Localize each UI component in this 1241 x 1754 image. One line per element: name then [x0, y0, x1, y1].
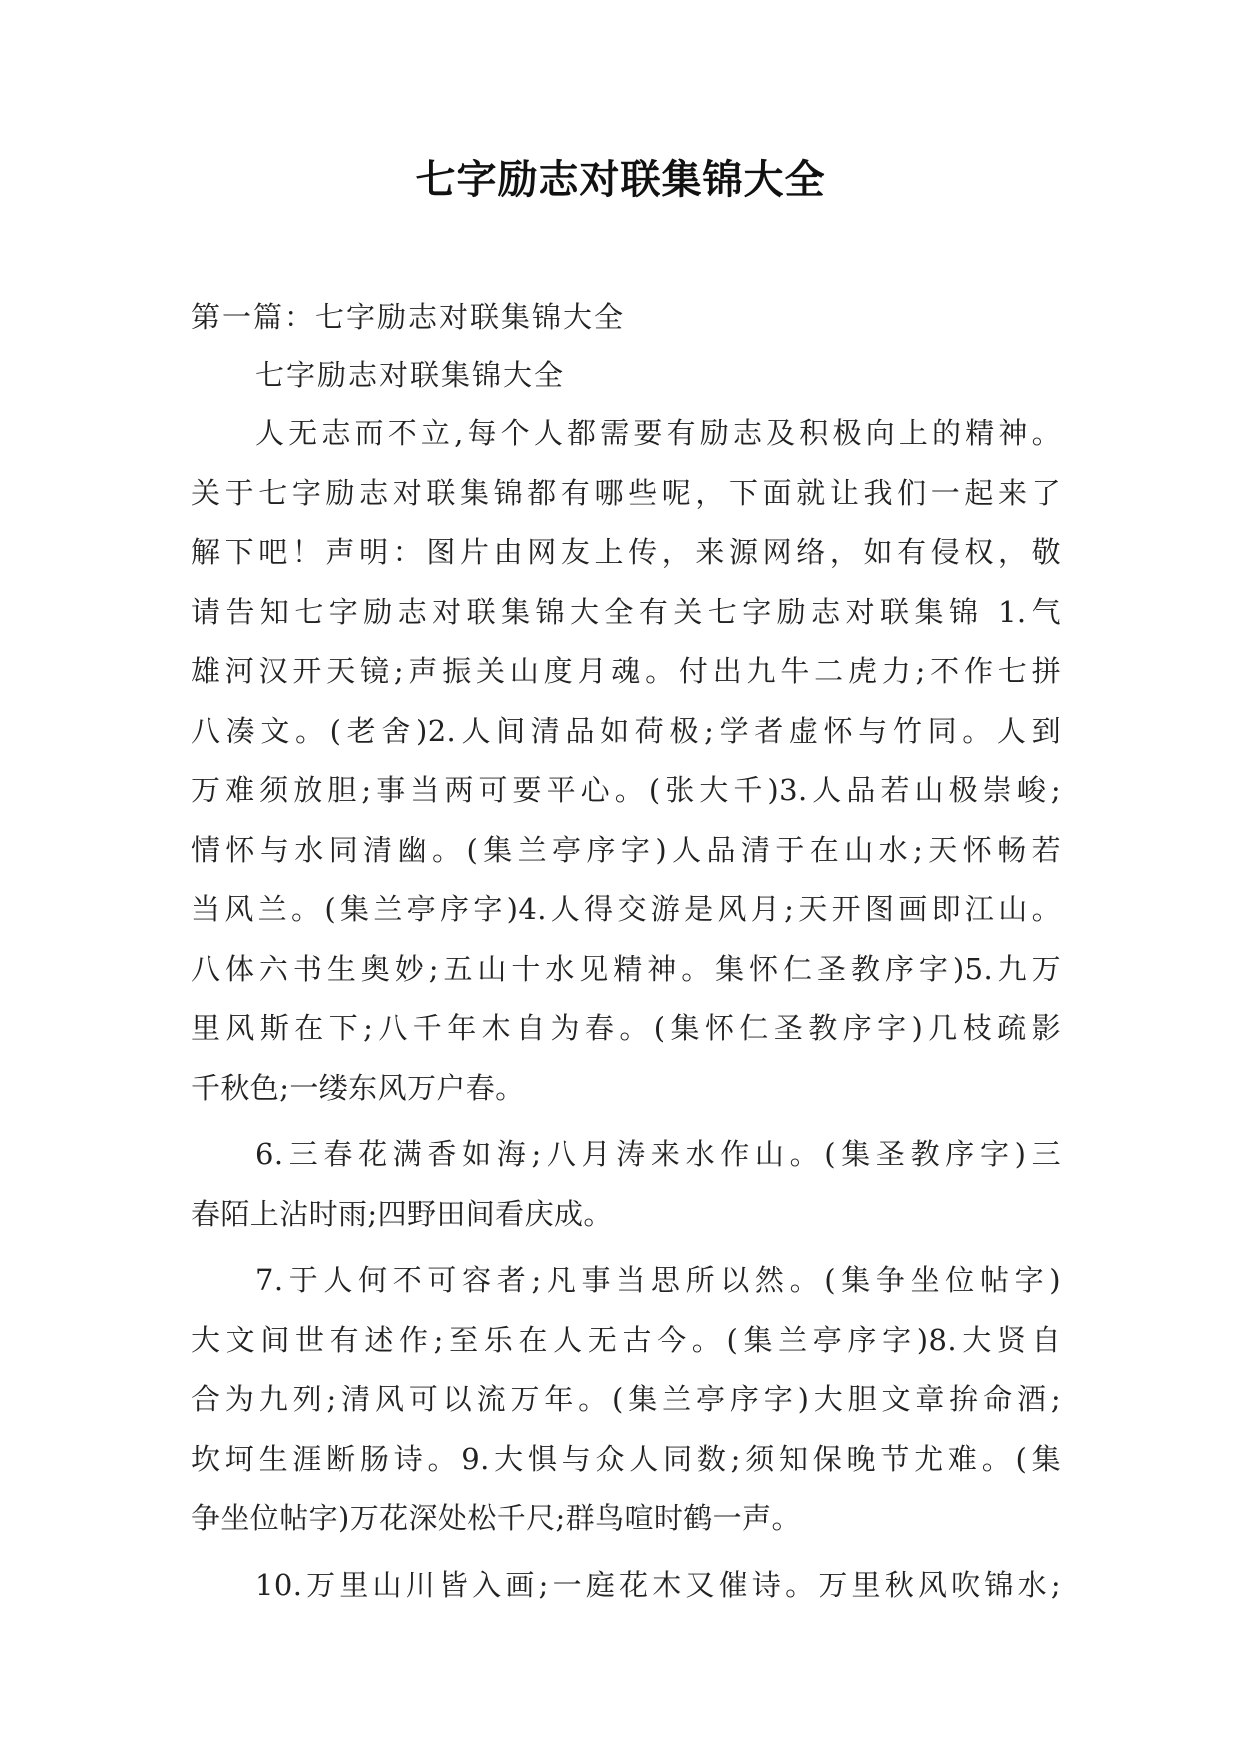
section-subtitle: 七字励志对联集锦大全	[255, 358, 566, 392]
text-line: 情怀与水同清幽。(集兰亭序字)人品清于在山水;天怀畅若	[191, 832, 1061, 867]
text-line: 6.三春花满香如海;八月涛来水作山。(集圣教序字)三	[255, 1137, 1061, 1171]
text-line: 关于七字励志对联集锦都有哪些呢，下面就让我们一起来了	[191, 475, 1061, 510]
text-line: 八体六书生奥妙;五山十水见精神。集怀仁圣教序字)5.九万	[191, 951, 1061, 986]
text-line: 大文间世有述作;至乐在人无古今。(集兰亭序字)8.大贤自	[191, 1322, 1061, 1357]
text-line: 雄河汉开天镜;声振关山度月魂。付出九牛二虎力;不作七拼	[191, 654, 1061, 688]
text-line: 人无志而不立,每个人都需要有励志及积极向上的精神。	[255, 416, 1061, 450]
text-line: 八凑文。(老舍)2.人间清品如荷极;学者虚怀与竹同。人到	[191, 713, 1061, 748]
text-line: 解下吧！声明：图片由网友上传，来源网络，如有侵权，敬	[191, 535, 1061, 569]
text-line: 争坐位帖字)万花深处松千尺;群鸟喧时鹤一声。	[191, 1501, 801, 1535]
text-line: 10.万里山川皆入画;一庭花木又催诗。万里秋风吹锦水;	[255, 1567, 1061, 1602]
text-line: 坎坷生涯断肠诗。9.大惧与众人同数;须知保晚节尤难。(集	[191, 1441, 1061, 1476]
paragraph-2	[191, 1125, 1061, 1244]
text-line: 里风斯在下;八千年木自为春。(集怀仁圣教序字)几枝疏影	[191, 1011, 1061, 1045]
paragraph-1	[191, 404, 1061, 1118]
paragraph-4	[191, 1556, 1061, 1616]
text-line: 请告知七字励志对联集锦大全有关七字励志对联集锦 1.气	[191, 594, 1061, 629]
text-line: 当风兰。(集兰亭序字)4.人得交游是风月;天开图画即江山。	[191, 892, 1061, 926]
document-title: 七字励志对联集锦大全	[415, 157, 826, 203]
document-body	[191, 288, 1061, 1615]
text-line: 春陌上沾时雨;四野田间看庆成。	[191, 1196, 613, 1231]
text-line: 合为九列;清风可以流万年。(集兰亭序字)大胆文章拚命酒;	[191, 1382, 1061, 1416]
text-line: 7.于人何不可容者;凡事当思所以然。(集争坐位帖字)	[255, 1263, 1061, 1297]
text-line: 千秋色;一缕东风万户春。	[191, 1070, 525, 1105]
section-heading: 第一篇：七字励志对联集锦大全	[191, 300, 626, 334]
paragraph-3	[191, 1251, 1061, 1549]
text-line: 万难须放胆;事当两可要平心。(张大千)3.人品若山极崇峻;	[191, 773, 1061, 807]
